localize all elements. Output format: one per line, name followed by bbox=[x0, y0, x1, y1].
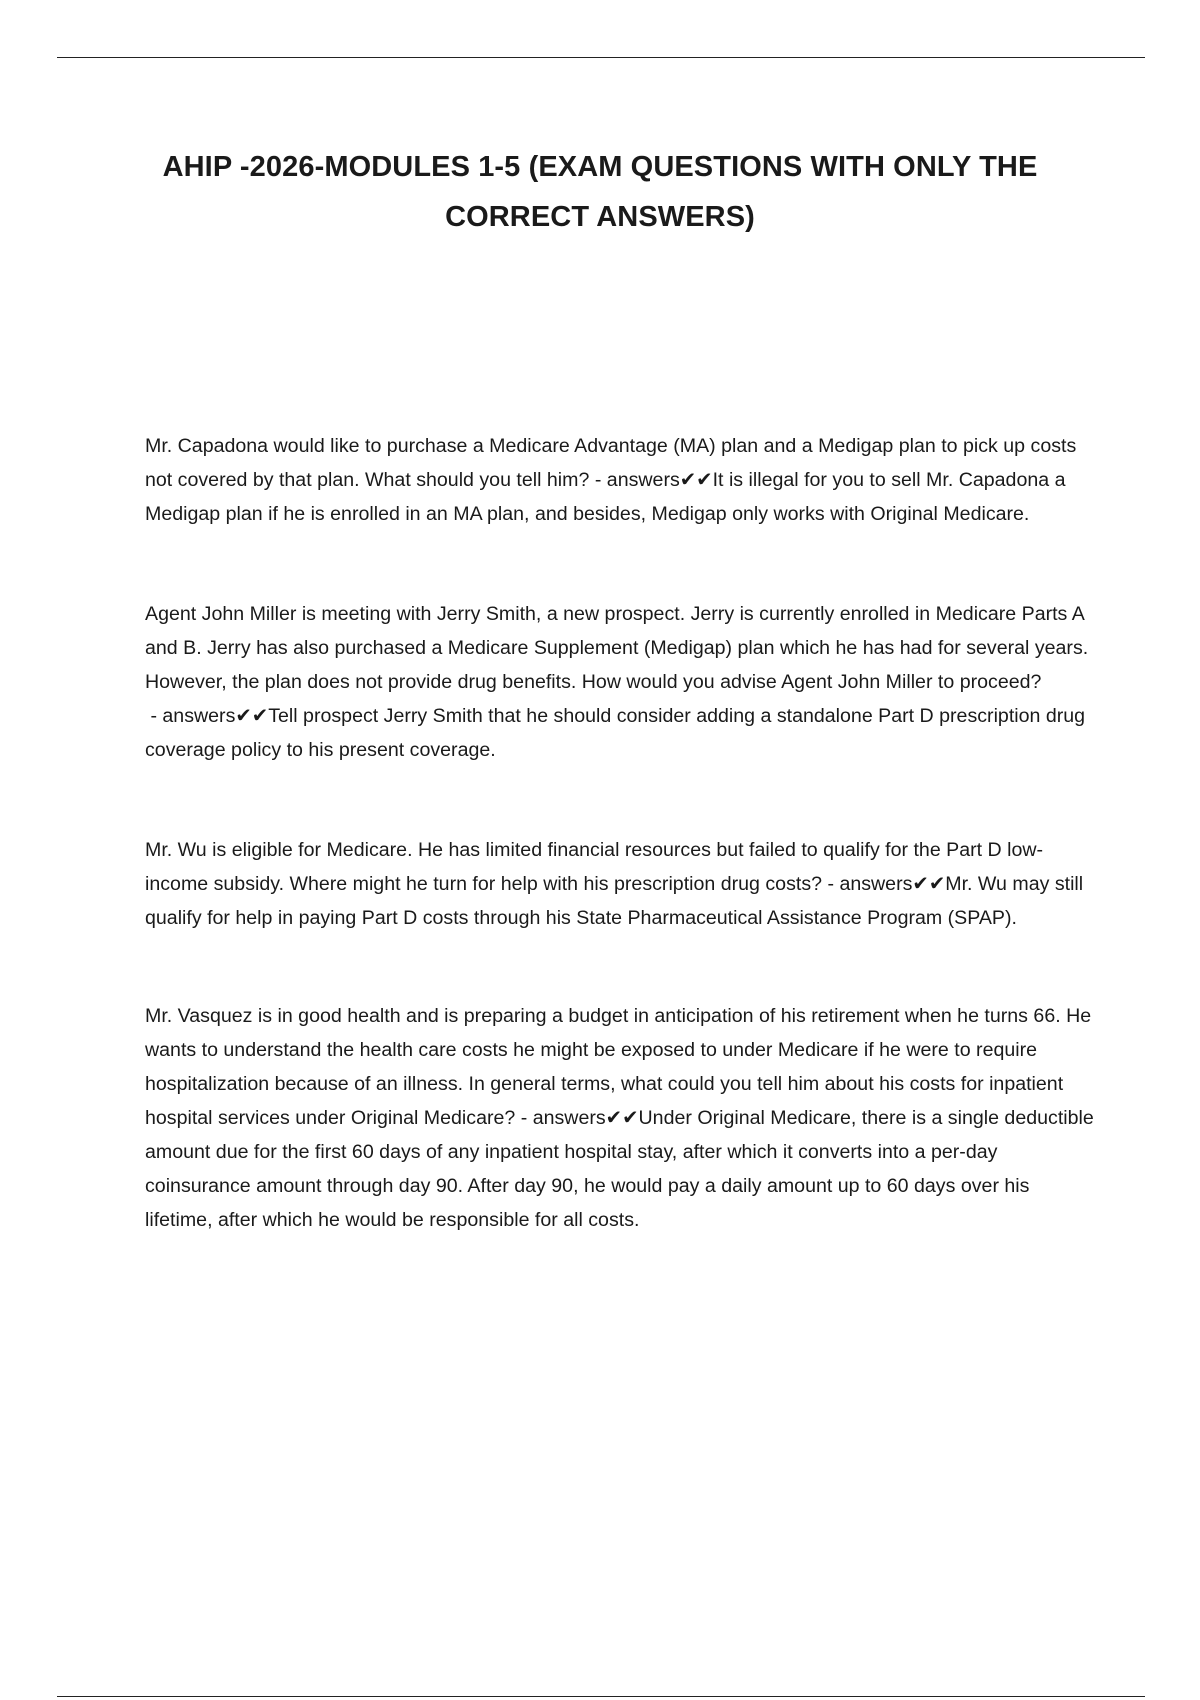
question-text: Mr. Vasquez is in good health and is preparing a budget in anticipation of his retirement when he turns 66. He wants to understand the health care costs he might be exposed to under Medicare if he were to require hospitalization because of an illness. In general terms, what could you tell him about his costs for inpatient hospital services under Original Medicare? bbox=[145, 1005, 1092, 1129]
question-text: Mr. Capadona would like to purchase a Medicare Advantage (MA) plan and a Medigap plan to pick up costs not covered by that plan. What should you tell him? bbox=[145, 435, 1077, 491]
bottom-divider bbox=[57, 1696, 1145, 1697]
question-text: Mr. Wu is eligible for Medicare. He has limited financial resources but failed to qualify for the Part D low-income subsidy. Where might he turn for help with his prescription drug costs? bbox=[145, 839, 1044, 895]
top-divider bbox=[57, 57, 1145, 58]
qa-item bbox=[145, 999, 1100, 1237]
answer-text: It is illegal for you to sell Mr. Capadona a Medigap plan if he is enrolled in an MA plan, and besides, Medigap only works with Original Medicare. bbox=[145, 469, 1066, 525]
answer-separator: - answers✔✔ bbox=[145, 705, 269, 727]
answer-separator: - answers✔✔ bbox=[515, 1107, 639, 1129]
document-title: AHIP -2026-MODULES 1-5 (EXAM QUESTIONS WITH ONLY THE CORRECT ANSWERS) bbox=[162, 151, 1038, 233]
answer-text: Under Original Medicare, there is a single deductible amount due for the first 60 days of any inpatient hospital stay, after which it converts into a per-day coinsurance amount through day 90. After day 90, he would pay a daily amount up to 60 days over his lifetime, after which he would be responsible for all costs. bbox=[145, 1107, 1094, 1231]
answer-text: Mr. Wu may still qualify for help in paying Part D costs through his State Pharmaceutical Assistance Program (SPAP). bbox=[145, 873, 1084, 929]
answer-separator: - answers✔✔ bbox=[589, 469, 713, 491]
qa-list bbox=[145, 429, 1100, 1303]
question-text: Agent John Miller is meeting with Jerry Smith, a new prospect. Jerry is currently enrolled in Medicare Parts A and B. Jerry has also purchased a Medicare Supplement (Medigap) plan which he has had for several years. However, the plan does not provide drug benefits. How would you advise Agent John Miller to proceed? bbox=[145, 603, 1089, 693]
answer-separator: - answers✔✔ bbox=[822, 873, 946, 895]
qa-item bbox=[145, 833, 1100, 935]
qa-item bbox=[145, 429, 1100, 531]
qa-item bbox=[145, 597, 1100, 767]
answer-text: Tell prospect Jerry Smith that he should consider adding a standalone Part D prescription drug coverage policy to his present coverage. bbox=[145, 705, 1086, 761]
